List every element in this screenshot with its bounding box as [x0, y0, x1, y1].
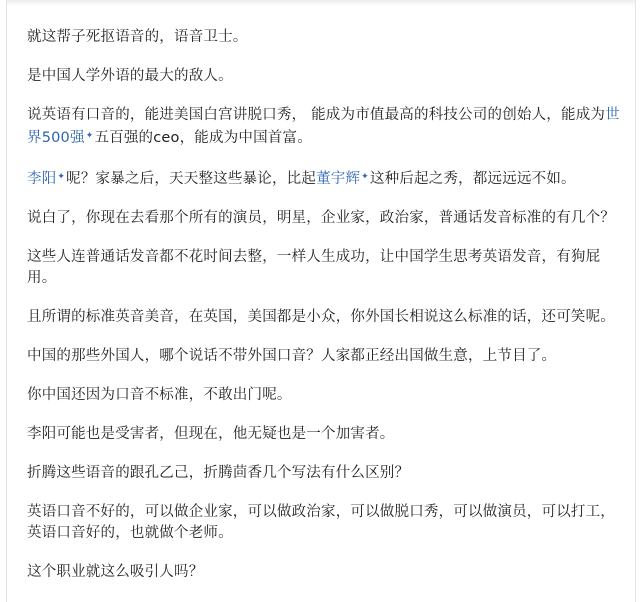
- paragraph-text: 这种后起之秀，都远远远不如。: [369, 171, 576, 187]
- article-paragraph: [27, 167, 627, 190]
- paragraph-text: 中国的那些外国人，哪个说话不带外国口音？人家都正经出国做生意，上节目了。: [27, 348, 557, 364]
- article-body: [27, 27, 627, 601]
- sparkle-icon: ✦: [85, 131, 94, 141]
- keyword-link[interactable]: 董宇辉: [316, 171, 361, 187]
- paragraph-text: 折腾这些语音的跟孔乙己，折腾茴香几个写法有什么区别？: [27, 465, 410, 481]
- article-paragraph: [27, 208, 627, 229]
- sparkle-icon: ✦: [361, 172, 369, 182]
- article-paragraph: [27, 27, 627, 48]
- paragraph-text: 李阳可能也是受害者，但现在，他无疑也是一个加害者。: [27, 426, 395, 442]
- paragraph-text: 说白了，你现在去看那个所有的演员，明星，企业家，政治家，普通话发音标准的有几个？: [27, 210, 615, 226]
- article-paragraph: [27, 346, 627, 367]
- article-paragraph: [27, 105, 627, 149]
- paragraph-text: 英语口音不好的，可以做企业家，可以做政治家，可以做脱口秀，可以做演员，可以打工，英语口音好的，也就做个老师。: [27, 504, 615, 541]
- paragraph-text: 且所谓的标准英音美音，在英国，美国都是小众，你外国长相说这么标准的话，还可笑呢。: [27, 309, 615, 325]
- article-paragraph: [27, 385, 627, 406]
- article-frame: [6, 0, 636, 602]
- article-paragraph: [27, 424, 627, 445]
- paragraph-text: 这个职业就这么吸引人吗？: [27, 564, 204, 580]
- article-paragraph: [27, 502, 627, 544]
- article-paragraph: [27, 247, 627, 289]
- paragraph-text: 呢？家暴之后，天天整这些暴论，比起: [66, 171, 317, 187]
- top-shadow: [7, 0, 635, 6]
- paragraph-text: 就这帮子死抠语音的，语音卫士。: [27, 29, 248, 45]
- keyword-link[interactable]: 世界500强: [27, 107, 620, 146]
- article-paragraph: [27, 562, 627, 583]
- article-paragraph: [27, 463, 627, 484]
- paragraph-text: 说英语有口音的，能进美国白宫讲脱口秀， 能成为市值最高的科技公司的创始人，能成为: [27, 107, 606, 123]
- paragraph-text: 你中国还因为口音不标准，不敢出门呢。: [27, 387, 292, 403]
- paragraph-text: 这些人连普通话发音都不花时间去整，一样人生成功，让中国学生思考英语发音，有狗屁用。: [27, 249, 601, 286]
- keyword-link[interactable]: 李阳: [27, 171, 57, 187]
- article-paragraph: [27, 66, 627, 87]
- paragraph-text: 是中国人学外语的最大的敌人。: [27, 68, 233, 84]
- article-paragraph: [27, 307, 627, 328]
- paragraph-text: 五百强的ceo，能成为中国首富。: [94, 130, 312, 146]
- sparkle-icon: ✦: [57, 172, 66, 182]
